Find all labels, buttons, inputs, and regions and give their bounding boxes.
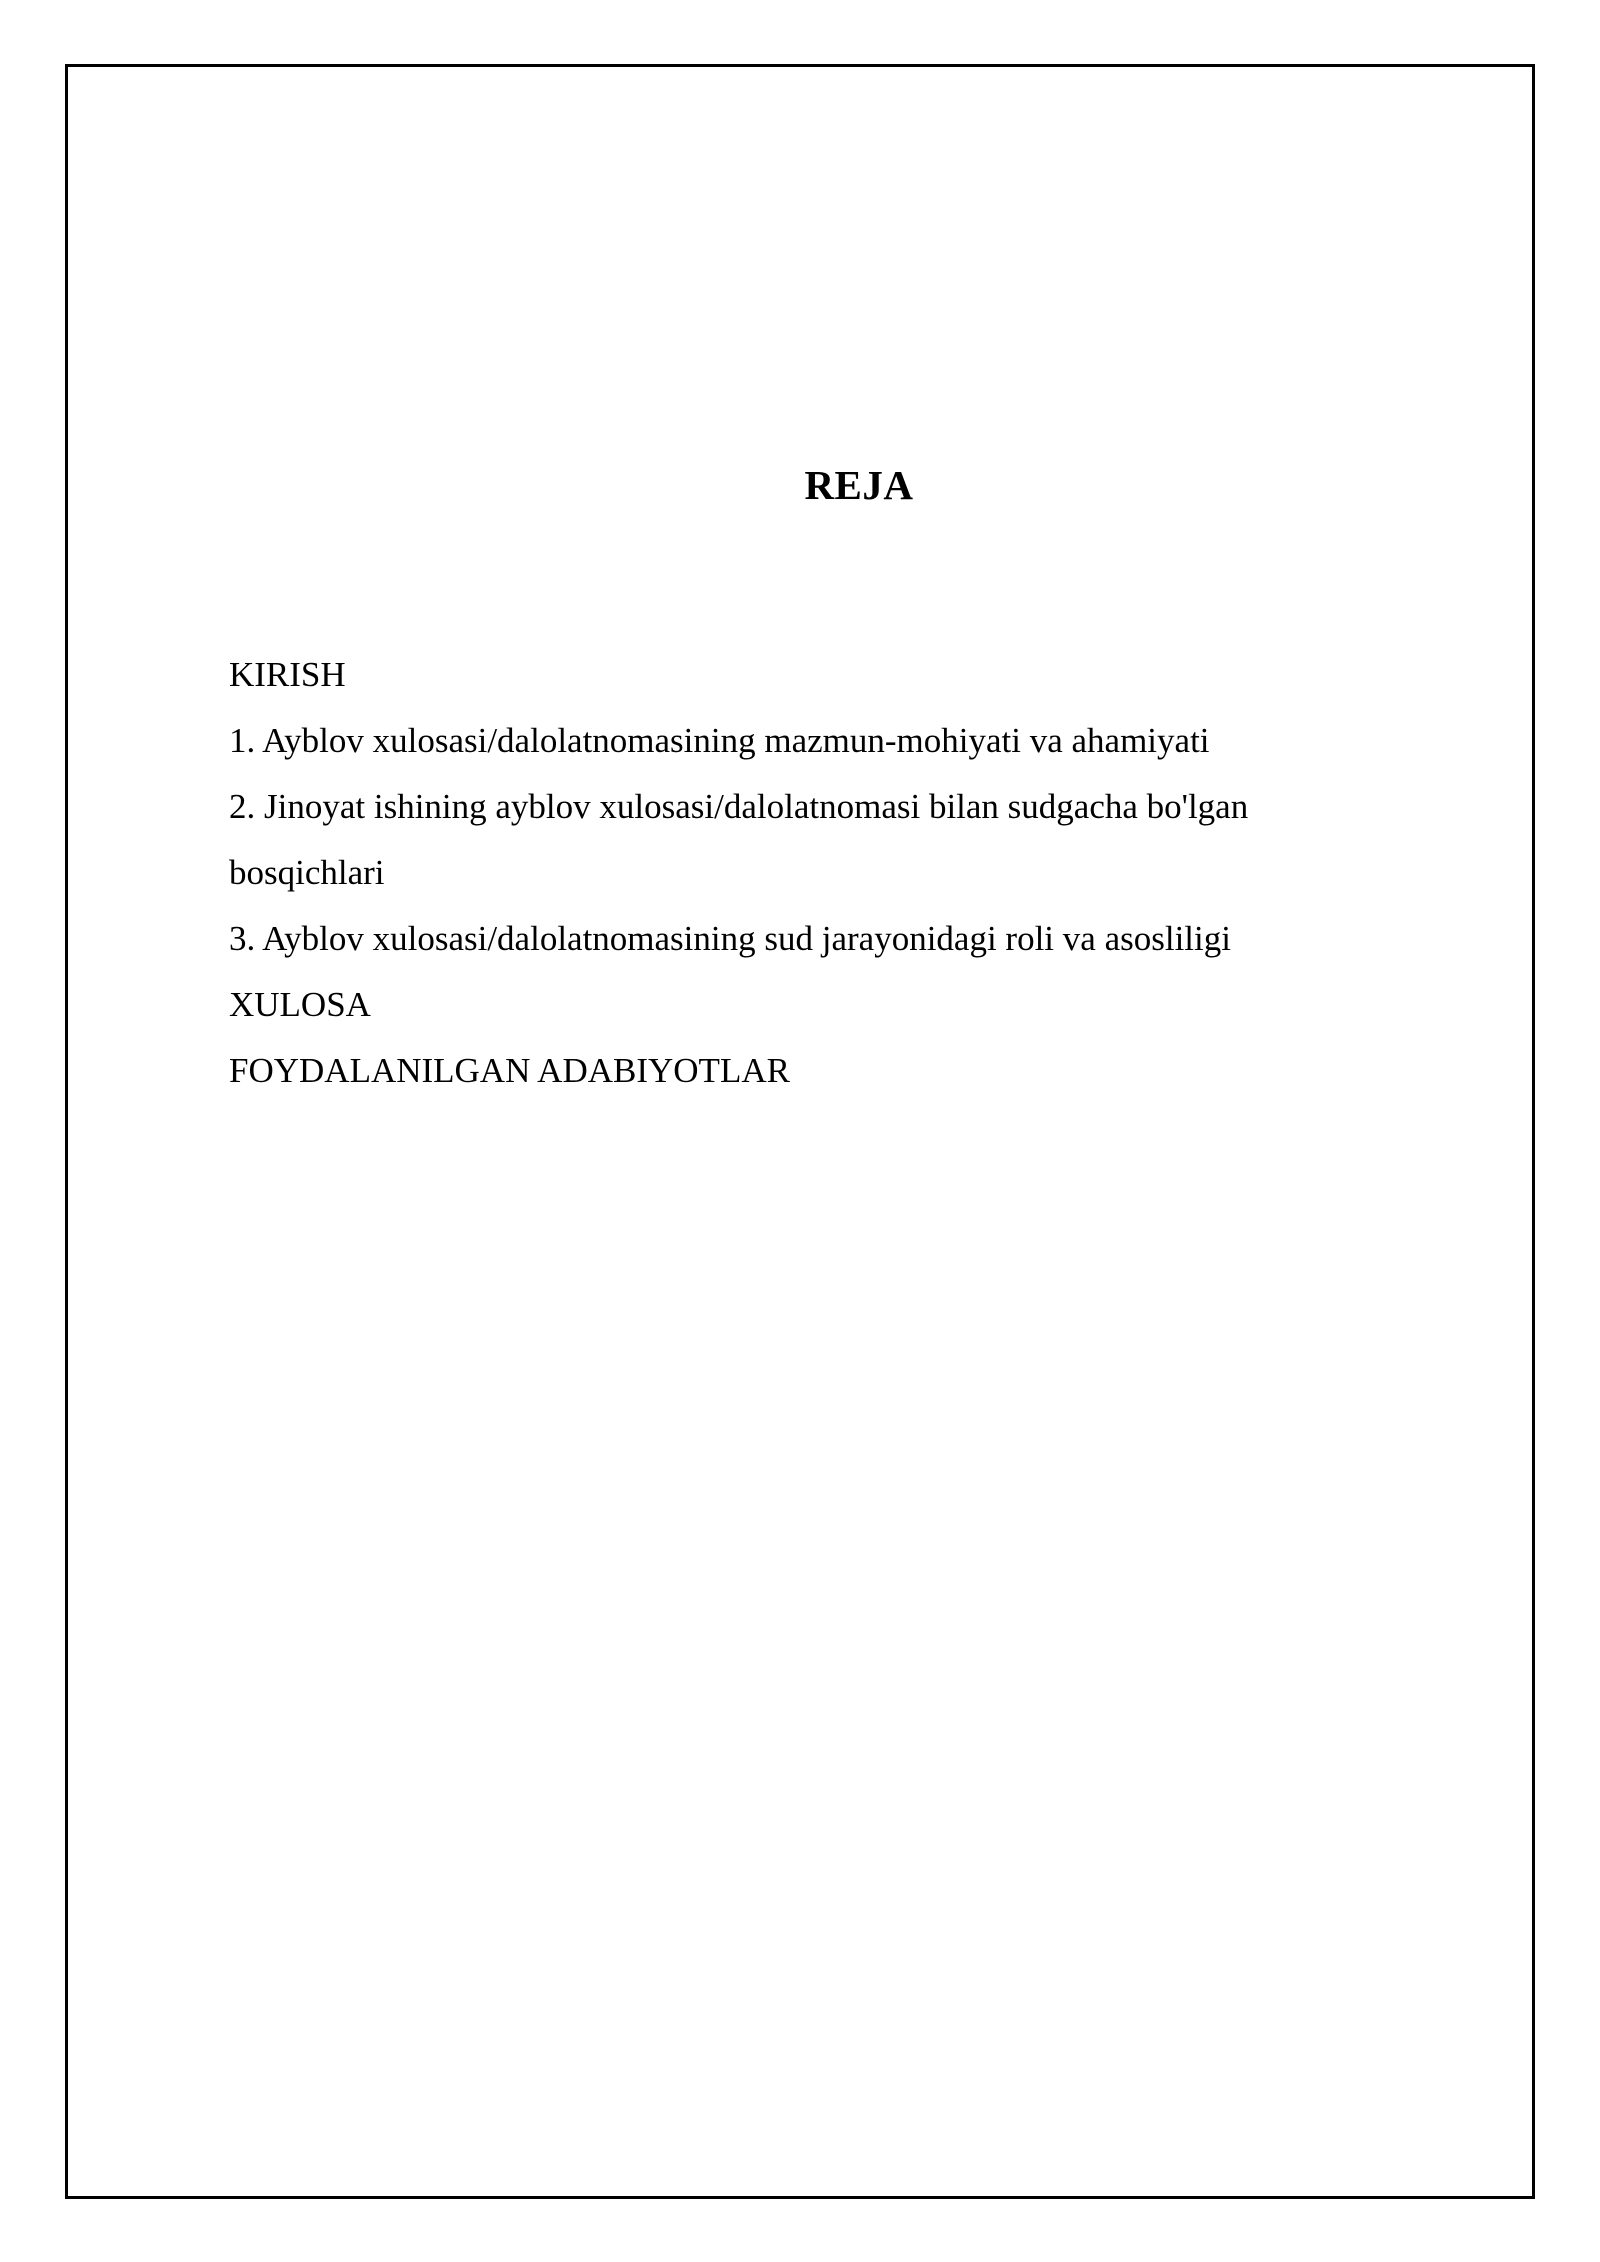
plan-item-2: 2. Jinoyat ishining ayblov xulosasi/dalolatnomasi bilan sudgacha bo'lgan bosqichlari: [229, 787, 1249, 892]
plan-item-1: 1. Ayblov xulosasi/dalolatnomasining mazmun-mohiyati va ahamiyati: [229, 721, 1210, 760]
plan-item-intro: KIRISH: [229, 655, 346, 694]
plan-list: [229, 642, 1349, 1104]
page-border-frame: [65, 64, 1535, 2199]
plan-item-conclusion: XULOSA: [229, 985, 371, 1024]
plan-item-references: FOYDALANILGAN ADABIYOTLAR: [229, 1051, 790, 1090]
plan-item-3: 3. Ayblov xulosasi/dalolatnomasining sud jarayonidagi roli va asosliligi: [229, 919, 1231, 958]
page-title: REJA: [804, 462, 914, 508]
